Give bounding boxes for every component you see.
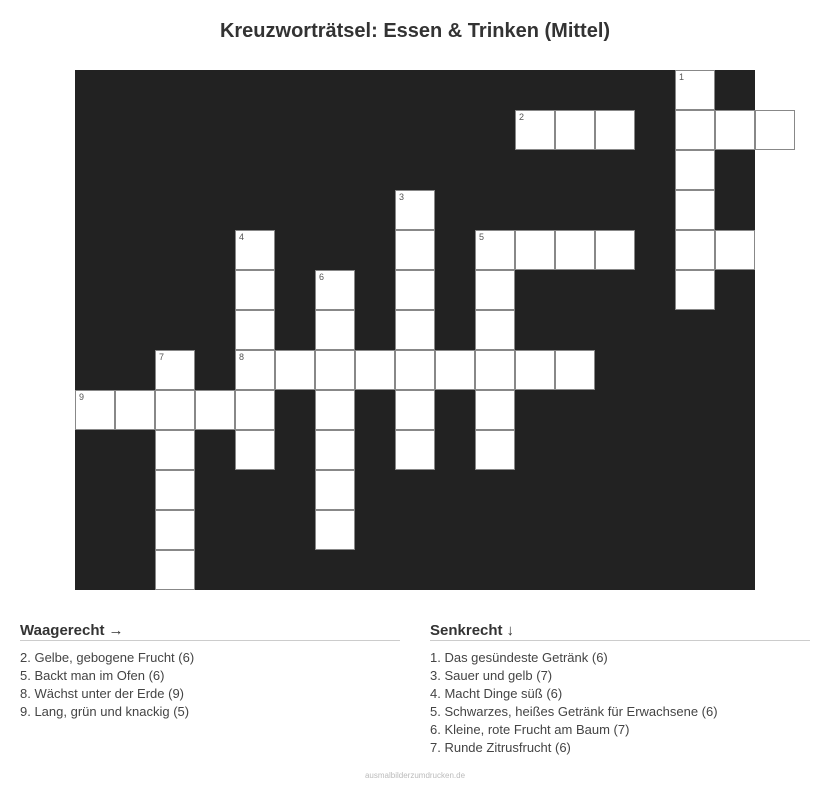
crossword-cell[interactable]	[115, 390, 155, 430]
arrow-down-icon: ↓	[506, 622, 515, 639]
cell-number: 8	[239, 352, 245, 362]
cell-number: 1	[679, 72, 685, 82]
down-heading-label: Senkrecht	[430, 622, 503, 639]
arrow-right-icon: →	[108, 622, 124, 639]
crossword-cell[interactable]	[475, 350, 515, 390]
crossword-cell[interactable]	[315, 510, 355, 550]
crossword-cell[interactable]	[155, 470, 195, 510]
across-clues	[20, 622, 400, 721]
crossword-cell[interactable]	[675, 230, 715, 270]
clue-item: 2. Gelbe, gebogene Frucht (6)	[20, 650, 195, 665]
crossword-cell[interactable]	[715, 230, 755, 270]
crossword-cell[interactable]	[355, 350, 395, 390]
clue-item: 1. Das gesündeste Getränk (6)	[430, 650, 608, 665]
crossword-cell[interactable]	[595, 110, 635, 150]
page-title: Kreuzworträtsel: Essen & Trinken (Mittel)	[219, 20, 611, 42]
crossword-cell[interactable]	[235, 430, 275, 470]
crossword-cell[interactable]	[395, 310, 435, 350]
crossword-cell[interactable]	[475, 310, 515, 350]
crossword-cell[interactable]	[555, 350, 595, 390]
crossword-cell[interactable]	[675, 190, 715, 230]
crossword-cell[interactable]	[675, 270, 715, 310]
cell-number: 9	[79, 392, 85, 402]
cell-number: 7	[159, 352, 165, 362]
crossword-cell[interactable]	[395, 230, 435, 270]
crossword-cell[interactable]	[155, 430, 195, 470]
cell-number: 3	[399, 192, 405, 202]
crossword-cell[interactable]	[755, 110, 795, 150]
crossword-cell[interactable]	[475, 230, 515, 270]
crossword-cell[interactable]	[235, 390, 275, 430]
crossword-cell[interactable]	[75, 390, 115, 430]
crossword-cell[interactable]	[315, 390, 355, 430]
crossword-cell[interactable]	[315, 310, 355, 350]
clue-item: 5. Backt man im Ofen (6)	[20, 668, 165, 683]
crossword-cell[interactable]	[555, 110, 595, 150]
crossword-cell[interactable]	[155, 510, 195, 550]
clue-item: 9. Lang, grün und knackig (5)	[20, 704, 190, 719]
across-clue-list	[20, 649, 400, 721]
crossword-cell[interactable]	[275, 350, 315, 390]
cell-number: 5	[479, 232, 485, 242]
clue-item: 5. Schwarzes, heißes Getränk für Erwachsene (6)	[430, 704, 718, 719]
cell-number: 6	[319, 272, 325, 282]
crossword-cell[interactable]	[395, 350, 435, 390]
crossword-cell[interactable]	[235, 350, 275, 390]
crossword-cell[interactable]	[195, 390, 235, 430]
crossword-cell[interactable]	[515, 350, 555, 390]
crossword-cell[interactable]	[675, 70, 715, 110]
crossword-cell[interactable]	[235, 310, 275, 350]
cell-number: 2	[519, 112, 525, 122]
crossword-grid	[75, 70, 755, 590]
clue-item: 3. Sauer und gelb (7)	[430, 668, 553, 683]
down-clue-list	[430, 649, 810, 757]
across-heading	[20, 622, 400, 641]
crossword-cell[interactable]	[315, 350, 355, 390]
crossword-cell[interactable]	[675, 150, 715, 190]
clue-item: 8. Wächst unter der Erde (9)	[20, 686, 185, 701]
across-heading-label: Waagerecht	[20, 622, 105, 639]
down-clues	[430, 622, 810, 757]
clue-item: 4. Macht Dinge süß (6)	[430, 686, 563, 701]
crossword-cell[interactable]	[475, 270, 515, 310]
crossword-cell[interactable]	[475, 430, 515, 470]
cell-number: 4	[239, 232, 245, 242]
crossword-cell[interactable]	[675, 110, 715, 150]
crossword-cell[interactable]	[315, 270, 355, 310]
down-heading	[430, 622, 810, 641]
crossword-cell[interactable]	[475, 390, 515, 430]
clue-item: 6. Kleine, rote Frucht am Baum (7)	[430, 722, 630, 737]
crossword-cell[interactable]	[155, 350, 195, 390]
crossword-cell[interactable]	[395, 390, 435, 430]
crossword-cell[interactable]	[235, 270, 275, 310]
crossword-cell[interactable]	[315, 470, 355, 510]
crossword-cell[interactable]	[595, 230, 635, 270]
crossword-cell[interactable]	[155, 550, 195, 590]
crossword-cell[interactable]	[515, 230, 555, 270]
clue-item: 7. Runde Zitrusfrucht (6)	[430, 740, 571, 755]
crossword-cell[interactable]	[555, 230, 595, 270]
crossword-cell[interactable]	[395, 270, 435, 310]
crossword-cell[interactable]	[395, 430, 435, 470]
crossword-cell[interactable]	[395, 190, 435, 230]
crossword-cell[interactable]	[515, 110, 555, 150]
crossword-cell[interactable]	[715, 110, 755, 150]
crossword-cell[interactable]	[235, 230, 275, 270]
crossword-cell[interactable]	[315, 430, 355, 470]
crossword-cell[interactable]	[435, 350, 475, 390]
footer-credit: ausmalbilderzumdrucken.de	[364, 771, 466, 780]
crossword-cell[interactable]	[155, 390, 195, 430]
